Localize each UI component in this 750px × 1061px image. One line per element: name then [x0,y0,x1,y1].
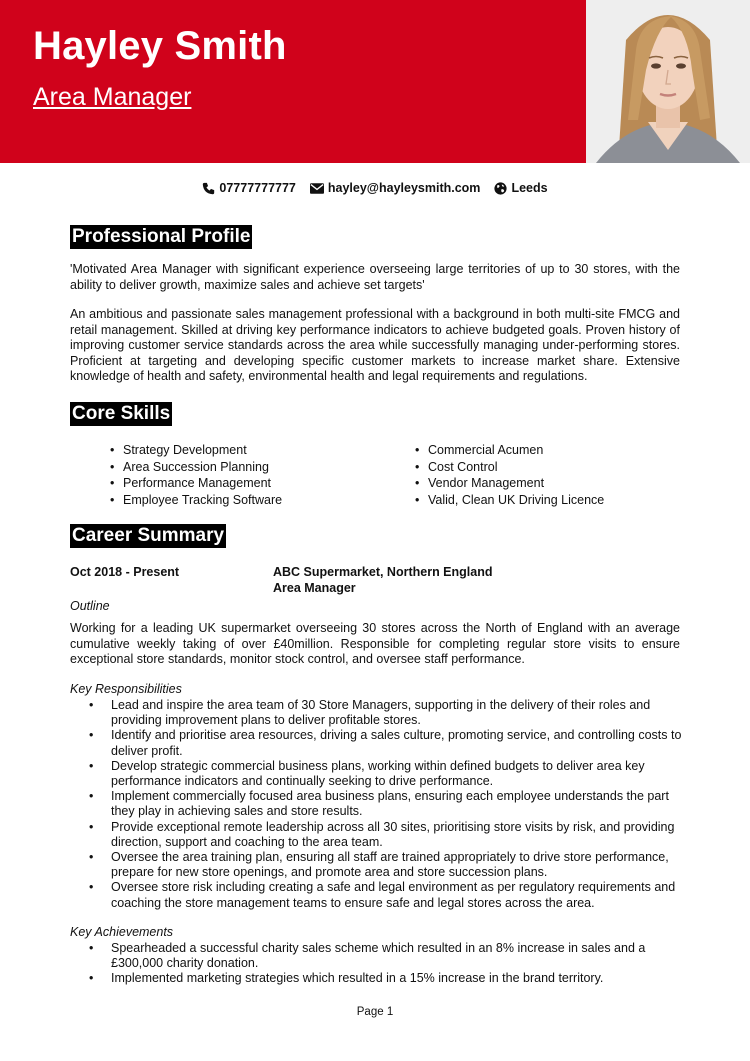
phone-icon [202,182,215,195]
list-item: • Lead and inspire the area team of 30 Store Managers, supporting in the delivery of their roles and providing improvement plans to deliver profitable stores. [111,698,686,728]
list-item: • Develop strategic commercial business plans, working within defined budgets to deliver area key performance indicators and continually seeking to drive performance. [111,759,686,789]
location-text: Leeds [511,181,548,195]
responsibilities-list [111,698,686,911]
email-text: hayley@hayleysmith.com [327,181,481,195]
contact-location [494,181,547,195]
profile-quote: 'Motivated Area Manager with significant experience overseeing large territories of up to 30 stores, with the ability to deliver growth, maximize sales and achieve set targets' [70,262,680,292]
globe-icon [494,182,507,195]
list-item: • Implemented marketing strategies which resulted in a 15% increase in the brand territory. [111,971,686,986]
contact-bar [0,181,750,195]
skill-item: • Performance Management [123,475,282,492]
responsibilities-label: Key Responsibilities [70,682,182,696]
job-outline: Working for a leading UK supermarket overseeing 30 stores across the North of England with an average cumulative weekly taking of over £40million. Responsible for completing regular store visits to ensure exceptional store standards, monitor stock control, and oversee staff performance. [70,621,680,666]
candidate-role: Area Manager [33,83,192,111]
skills-list-right [410,442,604,508]
skill-item: • Vendor Management [428,475,604,492]
profile-photo [586,0,750,163]
achievements-list [111,941,686,987]
job-company: ABC Supermarket, Northern England [273,565,493,579]
candidate-name: Hayley Smith [33,24,287,68]
job-dates: Oct 2018 - Present [70,565,180,579]
skill-item: • Employee Tracking Software [123,492,282,509]
envelope-icon [310,183,324,194]
skill-item: • Cost Control [428,459,604,476]
achievements-label: Key Achievements [70,925,174,939]
list-item: • Identify and prioritise area resources, driving a sales culture, promoting service, and controlling costs to deliver profit. [111,728,686,758]
skill-item: • Area Succession Planning [123,459,282,476]
page-number: Page 1 [356,1006,394,1018]
list-item: • Oversee store risk including creating a safe and legal environment as per regulatory requirements and coaching the store management teams to ensure safe and legal stores across the area. [111,880,686,910]
list-item: • Spearheaded a successful charity sales scheme which resulted in an 8% increase in sales and a £300,000 charity donation. [111,941,686,971]
list-item: • Oversee the area training plan, ensuring all staff are trained appropriately to drive store performance, prepare for new store openings, and promote area and store succession plans. [111,850,686,880]
header-banner [0,0,586,163]
phone-text: 07777777777 [219,181,296,195]
section-title-skills: Core Skills [72,403,171,424]
job-position: Area Manager [273,580,356,595]
contact-phone[interactable] [202,181,295,195]
list-item: • Implement commercially focused area business plans, ensuring each employee understands the part they play in achieving sales and store results. [111,789,686,819]
section-title-career: Career Summary [72,525,225,546]
outline-label: Outline [70,599,110,613]
skill-item: • Commercial Acumen [428,442,604,459]
section-title-profile: Professional Profile [72,226,251,247]
list-item: • Provide exceptional remote leadership across all 30 sites, prioritising store visits by risk, and providing direction, support and coaching to the area team. [111,820,686,850]
skills-list-left [105,442,282,508]
profile-summary: An ambitious and passionate sales management professional with a background in both multi-site FMCG and retail management. Skilled at driving key performance indicators to achieve budgeted goals. Proven history of improving customer service standards across the area while successfully managing under-performing stores. Proficient at targeting and developing specific customer markets to increase market share. Extensive knowledge of health and safety, environmental health and legal requirements and regulations. [70,307,680,383]
skill-item: • Valid, Clean UK Driving Licence [428,492,604,509]
skill-item: • Strategy Development [123,442,282,459]
contact-email[interactable] [310,181,481,195]
job-info [273,565,492,596]
